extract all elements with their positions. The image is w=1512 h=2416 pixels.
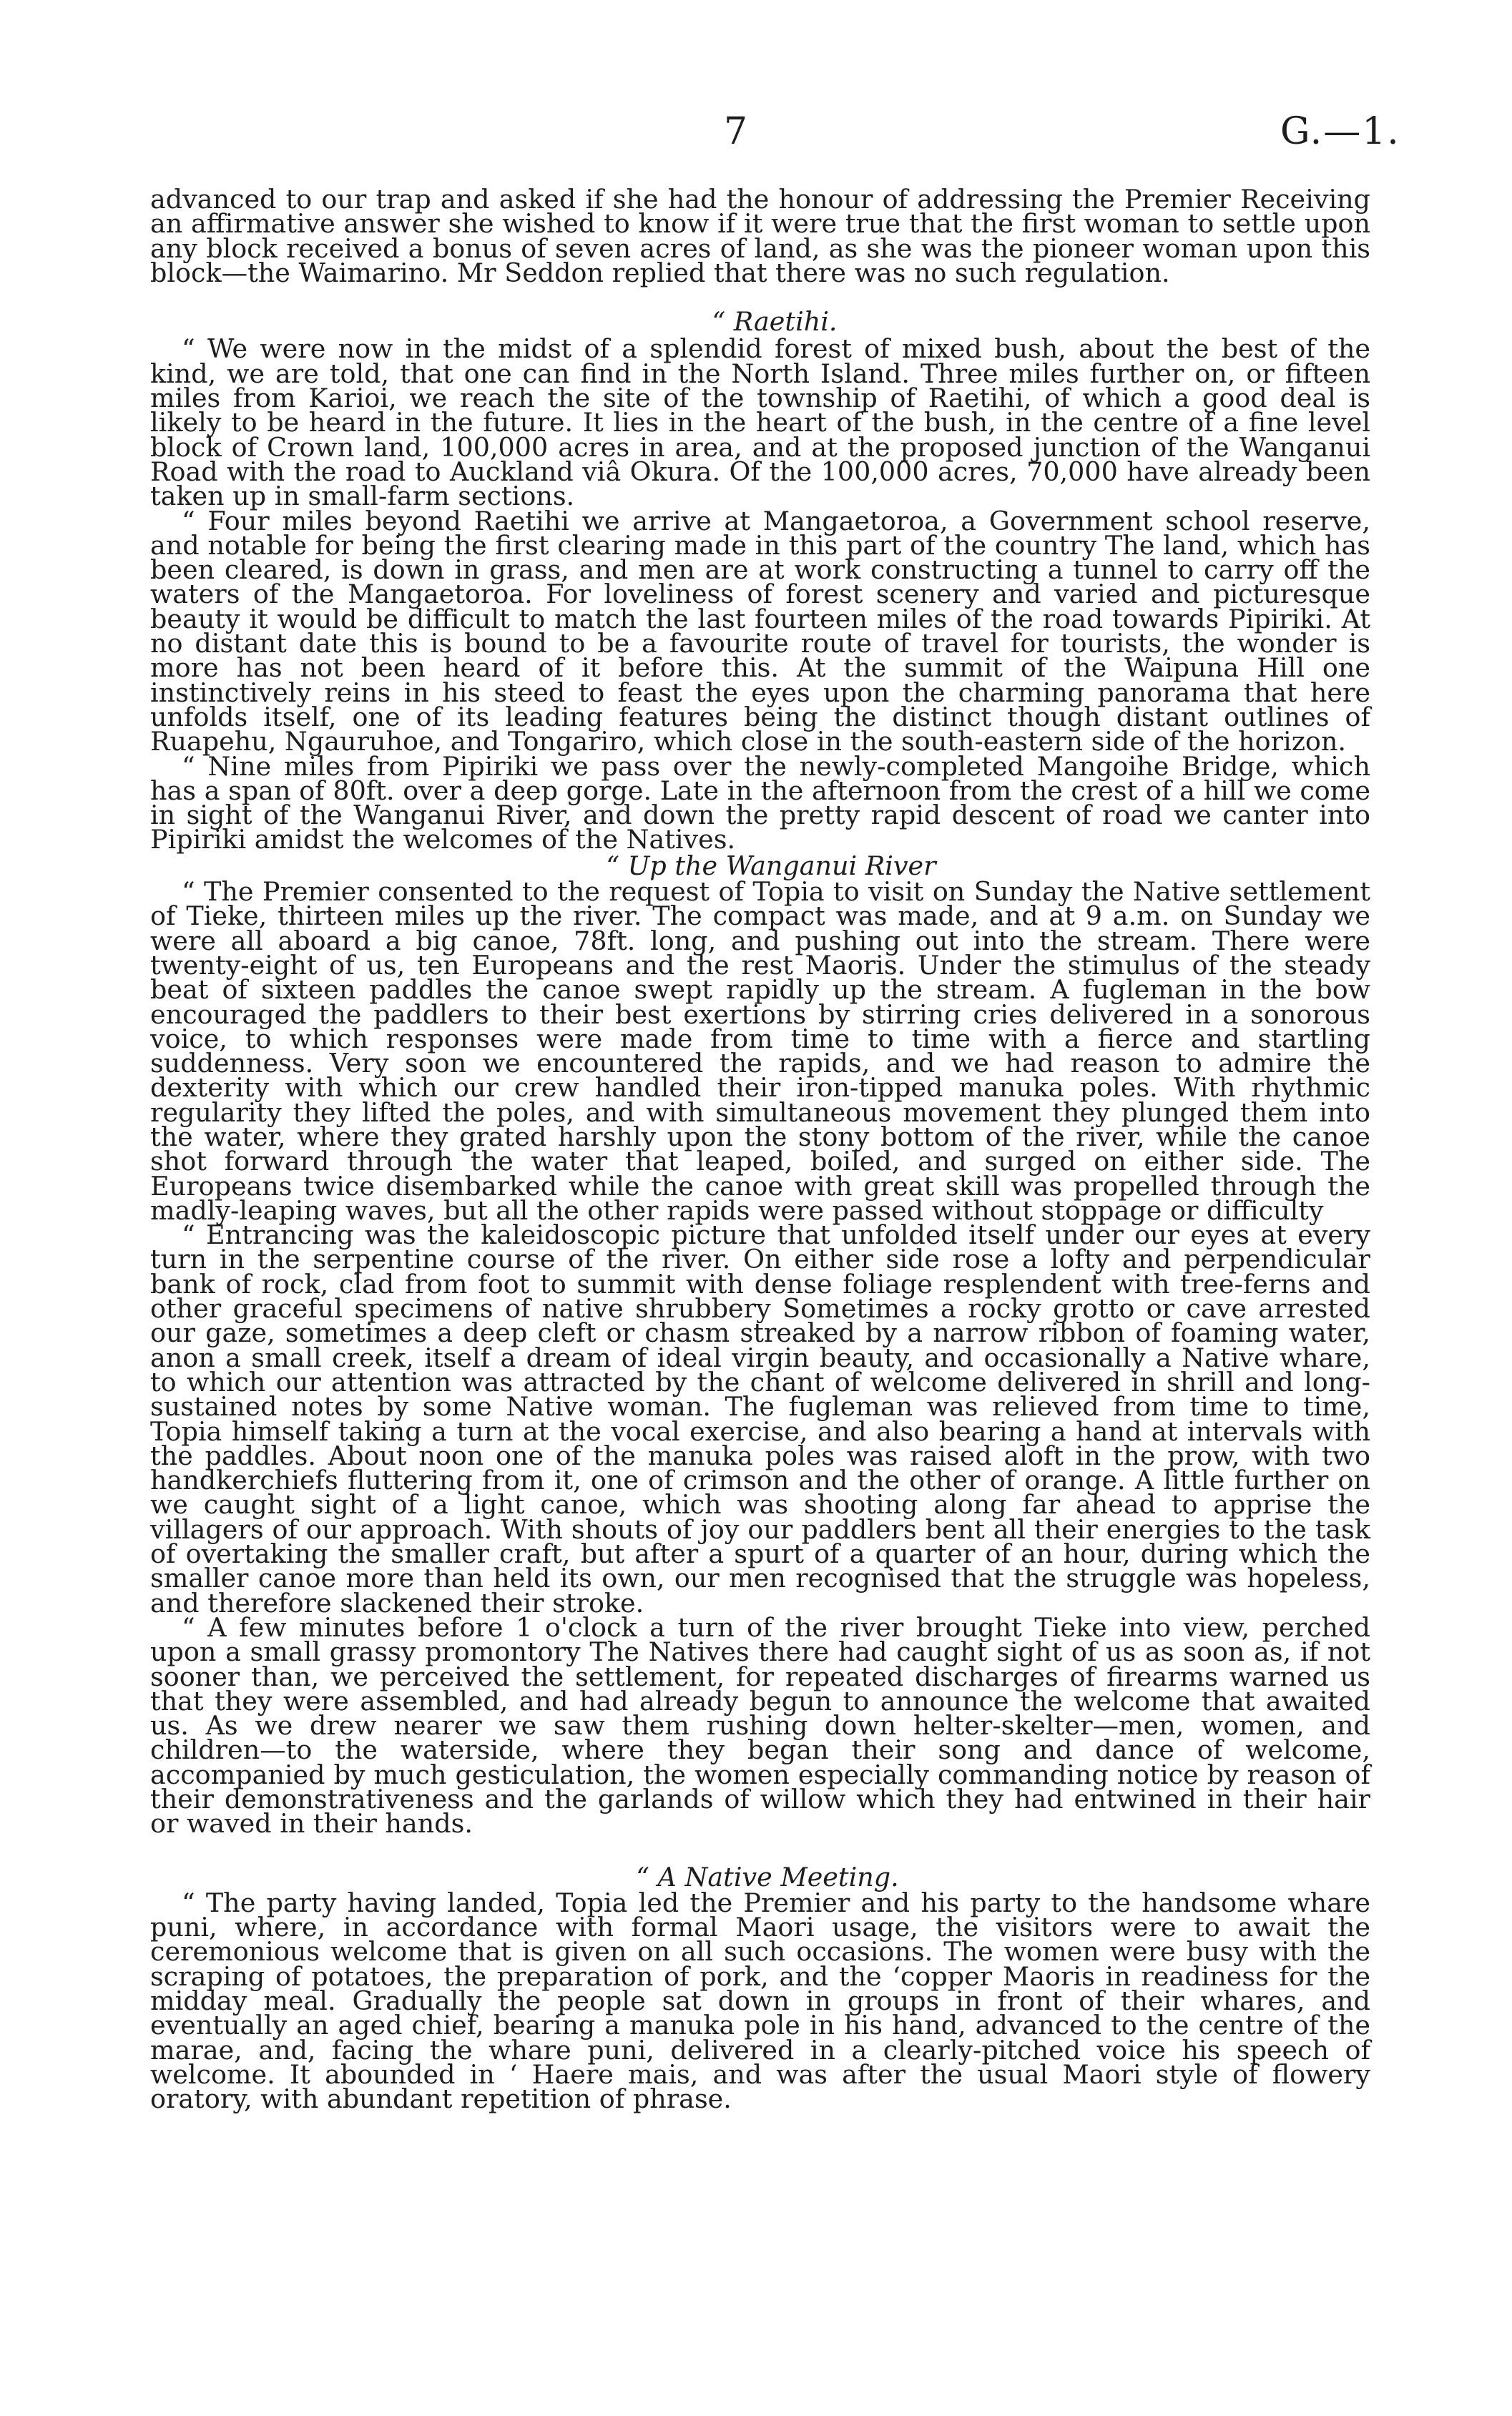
section-heading-native-meeting: “ A Native Meeting. <box>636 1861 899 1892</box>
paragraph: “ The party having landed, Topia led the Premier and his party to the handsome whare puni, where, in accordance with formal Maori usage, the visitors were to await the ceremonious welcome that is given on all such occasions. The women were busy with the scraping of potatoes, the preparation of pork, and the ‘copper Maoris in readiness for the midday meal. Gradually the people sat down in groups in front of their whares, and eventually an aged chief, bearing a manuka pole in his hand, advanced to the centre of the marae, and, facing the whare puni, delivered in a clearly-pitched voice his speech of welcome. It abounded in ‘ Haere mais, and was after the usual Maori style of flowery oratory, with abundant repetition of phrase. <box>150 1887 1370 2115</box>
paragraph: “ We were now in the midst of a splendid forest of mixed bush, about the best of the kind, we are told, that one can find in the North Island. Three miles further on, or fifteen miles from Karioi, we reach the site of the township of Raetihi, of which a good deal is likely to be heard in the future. It lies in the heart of the bush, in the centre of a fine level block of Crown land, 100,000 acres in area, and at the proposed junction of the Wanganui Road with the road to Auckland viâ Okura. Of the 100,000 acres, 70,000 have already been taken up in small-farm sections. <box>150 333 1370 512</box>
section-heading-wanganui-river: “ Up the Wanganui River <box>606 850 936 881</box>
paragraph: “ Four miles beyond Raetihi we arrive at Mangaetoroa, a Government school reserve, and notable for being the first clearing made in this part of the country The land, which has been cleared, is down in grass, and men are at work constructing a tunnel to carry off the waters of the Mangaetoroa. For loveliness of forest scenery and varied and picturesque beauty it would be difficult to match the last fourteen miles of the road towards Pipiriki. At no distant date this is bound to be a favourite route of travel for tourists, the wonder is more has not been heard of it before this. At the summit of the Waipuna Hill one instinctively reins in his steed to feast the eyes upon the charming panorama that here unfolds itself, one of its leading features being the distinct though distant outlines of Ruapehu, Ngauruhoe, and Tongariro, which close in the south-eastern side of the horizon. <box>150 505 1370 757</box>
page-reference: G.—1. <box>1280 110 1400 153</box>
paragraph: “ The Premier consented to the request of Topia to visit on Sunday the Native settlement of Tieke, thirteen miles up the river. The compact was made, and at 9 a.m. on Sunday we were all aboard a big canoe, 78ft. long, and pushing out into the stream. There were twenty-eight of us, ten Europeans and the rest Maoris. Under the stimulus of the steady beat of sixteen paddles the canoe swept rapidly up the stream. A fugleman in the bow encouraged the paddlers to their best exertions by stirring cries delivered in a sonorous voice, to which responses were made from time to time with a fierce and startling suddenness. Very soon we encountered the rapids, and we had reason to admire the dexterity with which our crew handled their iron-tipped manuka poles. With rhythmic regularity they lifted the poles, and with simultaneous movement they plunged them into the water, where they grated harshly upon the stony bottom of the river, while the canoe shot forward through the water that leaped, boiled, and surged on either side. The Europeans twice disembarked while the canoe with great skill was propelled through the madly-leaping waves, but all the other rapids were passed without stoppage or difficulty <box>150 876 1370 1226</box>
section-heading-raetihi: “ Raetihi. <box>712 306 838 338</box>
paragraph: advanced to our trap and asked if she had the honour of addressing the Premier Receiving an affirmative answer she wished to know if it were true that the first woman to settle upon any block received a bonus of seven acres of land, as she was the pioneer woman upon this block—the Waimarino. Mr Seddon replied that there was no such regulation. <box>150 184 1370 288</box>
body-text <box>150 184 1370 2115</box>
paragraph: “ Entrancing was the kaleidoscopic picture that unfolded itself under our eyes at every turn in the serpentine course of the river. On either side rose a lofty and perpendicular bank of rock, clad from foot to summit with dense foliage resplendent with tree-ferns and other graceful specimens of native shrubbery Sometimes a rocky grotto or cave arrested our gaze, sometimes a deep cleft or chasm streaked by a narrow ribbon of foaming water, anon a small creek, itself a dream of ideal virgin beauty, and occasionally a Native whare, to which our attention was attracted by the chant of welcome delivered in shrill and long-sustained notes by some Native woman. The fugleman was relieved from time to time, Topia himself taking a turn at the vocal exercise, and also bearing a hand at intervals with the paddles. About noon one of the manuka poles was raised aloft in the prow, with two handkerchiefs fluttering from it, one of crimson and the other of orange. A little further on we caught sight of a light canoe, which was shooting along far ahead to apprise the villagers of our approach. With shouts of joy our paddlers bent all their energies to the task of overtaking the smaller craft, but after a spurt of a quarter of an hour, during which the smaller canoe more than held its own, our men recognised that the struggle was hopeless, and therefore slackened their stroke. <box>150 1219 1370 1619</box>
paragraph: “ A few minutes before 1 o'clock a turn of the river brought Tieke into view, perched upon a small grassy promontory The Natives there had caught sight of us as soon as, if not sooner than, we perceived the settlement, for repeated discharges of firearms warned us that they were assembled, and had already begun to announce the welcome that awaited us. As we drew nearer we saw them rushing down helter-skelter—men, women, and children—to the waterside, where they began their song and dance of welcome, accompanied by much gesticulation, the women especially commanding notice by reason of their demonstrativeness and the garlands of willow which they had entwined in their hair or waved in their hands. <box>150 1611 1370 1840</box>
paragraph: “ Nine miles from Pipiriki we pass over the newly-completed Mangoihe Bridge, which has a span of 80ft. over a deep gorge. Late in the afternoon from the crest of a hill we come in sight of the Wanganui River, and down the pretty rapid descent of road we canter into Pipiriki amidst the welcomes of the Natives. <box>150 750 1370 855</box>
page-number: 7 <box>724 110 748 153</box>
